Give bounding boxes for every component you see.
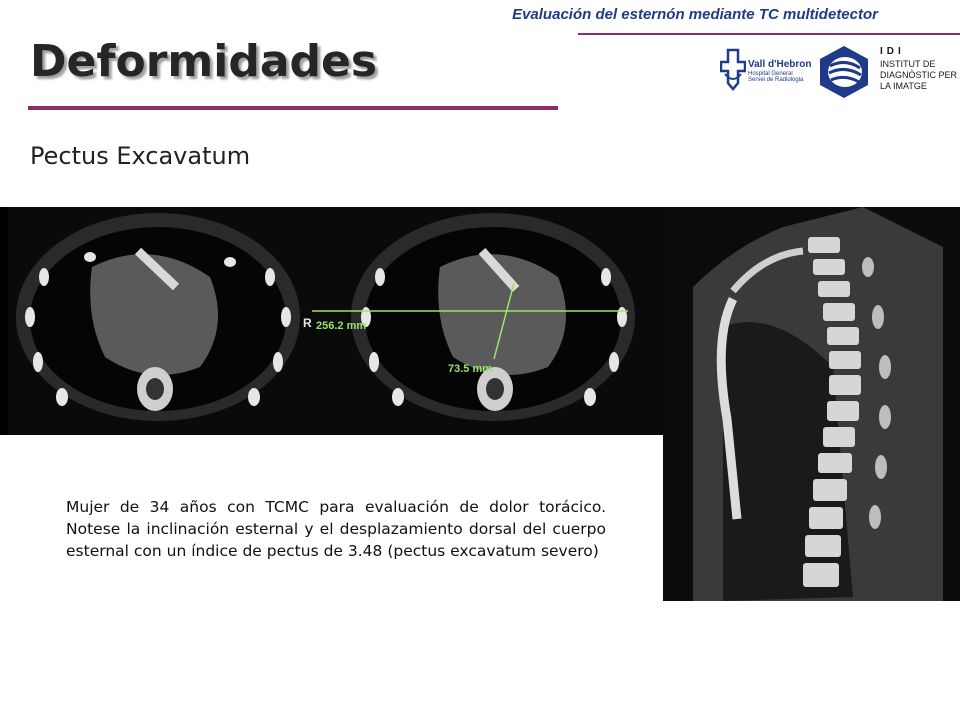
idi-logo-text: [880, 46, 957, 92]
header-divider: [578, 33, 960, 35]
hospital-line2: Servei de Radiologia: [748, 76, 804, 83]
hospital-line1: Hospital General: [748, 70, 793, 77]
title-divider: [28, 106, 558, 110]
hospital-name: Vall d'Hebron: [748, 59, 812, 70]
axial-ct-images: [0, 207, 665, 435]
transverse-measurement: 256.2 mm: [316, 320, 367, 332]
orientation-marker: R: [303, 316, 312, 330]
idi-acronym: IDI: [880, 46, 905, 57]
slide-title: Deformidades: [30, 36, 378, 87]
figure-caption: Mujer de 34 años con TCMC para evaluación de dolor torácico. Notese la inclinación esternal y el desplazamiento dorsal del cuerpo esternal con un índice de pectus de 3.48 (pectus excavatum severo): [66, 498, 606, 560]
idi-logo-icon: [818, 44, 870, 100]
sagittal-ct-image: [663, 207, 960, 601]
idi-line1: INSTITUT DE: [880, 58, 936, 69]
axial-ct-measured: [300, 207, 665, 435]
idi-line3: LA IMATGE: [880, 81, 927, 91]
vall-hebron-logo: [720, 48, 812, 100]
slide-subtitle: Pectus Excavatum: [30, 142, 251, 170]
cross-icon: [720, 48, 746, 98]
header-title: Evaluación del esternón mediante TC multidetector: [512, 6, 878, 23]
axial-ct-plain: [8, 207, 300, 435]
ap-measurement: 73.5 mm: [448, 363, 493, 375]
idi-line2: DIAGNÒSTIC PER: [880, 69, 958, 80]
